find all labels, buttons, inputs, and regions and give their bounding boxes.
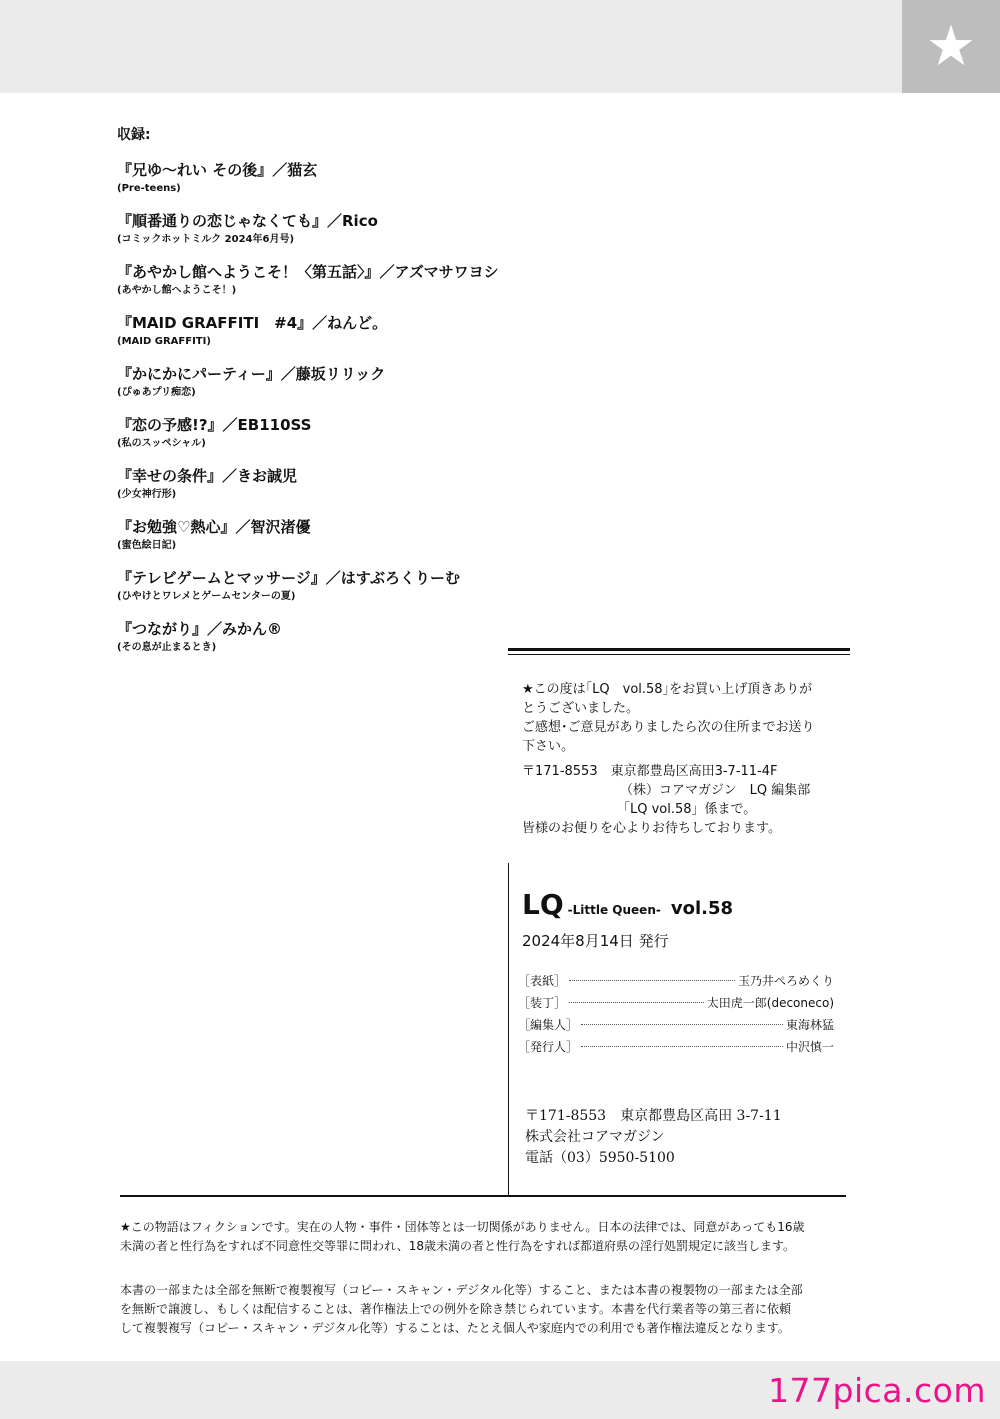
story-source: (コミックホットミルク 2024年6月号): [117, 234, 295, 245]
publisher-phone: 電話（03）5950-5100: [525, 1150, 675, 1166]
story-source: (その息が止まるとき): [117, 642, 217, 653]
masthead: [522, 888, 733, 921]
publisher-company: 株式会社コアマガジン: [525, 1129, 665, 1145]
legal-line: ★この物語はフィクションです。実在の人物・事件・団体等とは一切関係がありません。日本の法律では、同意があっても16歳: [120, 1220, 805, 1234]
story-source: (少女神行形): [117, 489, 177, 500]
notice-line: ★この度は｢LQ vol.58｣をお買い上げ頂きありが: [522, 682, 813, 697]
credit-name: 太田虎一郎(deconeco): [706, 996, 834, 1010]
story-source: (ぴゅあプリ痴恋): [117, 387, 196, 398]
list-item: [117, 313, 537, 364]
top-band: [0, 0, 1000, 93]
copyright-notice: [120, 1281, 880, 1338]
corner-star-box: [902, 0, 1000, 93]
contents-list: [117, 124, 537, 670]
list-item: [117, 619, 537, 670]
address-line: 「LQ vol.58」係まで。: [617, 802, 757, 817]
volume-number: vol.58: [670, 898, 733, 919]
list-item: [117, 466, 537, 517]
story-source: (Pre-teens): [117, 183, 181, 194]
credit-role: ［表紙］: [518, 974, 567, 988]
credit-name: 中沢慎一: [785, 1040, 834, 1054]
section-rule-thin: [508, 654, 850, 655]
story-title: 『幸せの条件』／きお誠児: [117, 467, 298, 485]
story-title: 『つながり』／みかん®: [117, 620, 283, 638]
list-item: [117, 364, 537, 415]
magazine-subtitle: -Little Queen-: [567, 903, 661, 917]
credit-role: ［装丁］: [518, 996, 567, 1010]
publisher-info: [525, 1106, 782, 1169]
story-title: 『テレビゲームとマッサージ』／はすぶろくりーむ: [117, 569, 461, 587]
list-item: [117, 211, 537, 262]
story-source: (あやかし館へようこそ！): [117, 285, 237, 296]
reader-notice: [522, 680, 852, 838]
list-item: [117, 415, 537, 466]
notice-line: 下さい。: [522, 739, 575, 754]
credit-role: ［編集人］: [518, 1018, 579, 1032]
credit-name: 東海林猛: [785, 1018, 834, 1032]
notice-line: とうございました。: [522, 701, 640, 716]
legal-line: して複製複写（コピー・スキャン・デジタル化等）することは、たとえ個人や家庭内での利用でも著作権法違反となります。: [120, 1321, 790, 1335]
list-item: [117, 160, 537, 211]
story-title: 『MAID GRAFFITI #4』／ねんど。: [117, 314, 388, 332]
credits-list: [518, 972, 834, 1060]
story-title: 『順番通りの恋じゃなくても』／Rico: [117, 212, 378, 230]
contents-heading: 収録:: [117, 127, 151, 143]
credit-role: ［発行人］: [518, 1040, 579, 1054]
credit-row: [518, 994, 834, 1016]
section-rule-thick: [508, 648, 850, 651]
credit-row: [518, 1016, 834, 1038]
story-title: 『かにかにパーティー』／藤坂リリック: [117, 365, 386, 383]
credit-row: [518, 1038, 834, 1060]
story-title: 『兄ゆ〜れい その後』／猫玄: [117, 161, 318, 179]
story-source: (MAID GRAFFITI): [117, 336, 211, 347]
notice-closing: 皆様のお便りを心よりお待ちしております。: [522, 821, 781, 836]
address-line: 〒171-8553 東京都豊島区高田3-7-11-4F: [522, 764, 778, 779]
story-title: 『恋の予感!?』／EB110SS: [117, 416, 312, 434]
story-source: (蜜色絵日記): [117, 540, 177, 551]
vertical-rule: [508, 863, 509, 1195]
legal-rule: [120, 1195, 846, 1197]
legal-line: を無断で譲渡し、もしくは配信することは、著作権法上での例外を除き禁じられています。本書を代行業者等の第三者に依頼: [120, 1302, 792, 1316]
story-title: 『お勉強♡熱心』／智沢渚優: [117, 518, 311, 536]
list-item: [117, 568, 537, 619]
dot-leader: [581, 1046, 783, 1047]
fiction-disclaimer: [120, 1218, 880, 1256]
publication-date: 2024年8月14日 発行: [522, 932, 669, 950]
list-item: [117, 262, 537, 313]
credit-name: 玉乃井ぺろめくり: [737, 974, 834, 988]
story-source: (私のスッペシャル): [117, 438, 206, 449]
dot-leader: [569, 1002, 704, 1003]
mailing-address: [522, 762, 852, 819]
legal-line: 未満の者と性行為をすれば不同意性交等罪に問われ、18歳未満の者と性行為をすれば都道府県の淫行処罰規定に該当します。: [120, 1239, 796, 1253]
dot-leader: [569, 980, 735, 981]
star-icon: ★: [925, 13, 977, 79]
address-line: （株）コアマガジン LQ 編集部: [620, 783, 811, 798]
list-item: [117, 517, 537, 568]
dot-leader: [581, 1024, 783, 1025]
story-source: (ひやけとワレメとゲームセンターの夏): [117, 591, 296, 602]
story-title: 『あやかし館へようこそ！〈第五話〉』／アズマサワヨシ: [117, 263, 499, 281]
notice-line: ご感想･ご意見がありましたら次の住所までお送り: [522, 720, 815, 735]
credit-row: [518, 972, 834, 994]
magazine-title: LQ: [522, 888, 564, 921]
legal-line: 本書の一部または全部を無断で複製複写（コピー・スキャン・デジタル化等）すること、または本書の複製物の一部または全部: [120, 1283, 803, 1297]
watermark: 177pica.com: [768, 1371, 986, 1410]
publisher-address: 〒171-8553 東京都豊島区高田 3-7-11: [525, 1108, 782, 1124]
